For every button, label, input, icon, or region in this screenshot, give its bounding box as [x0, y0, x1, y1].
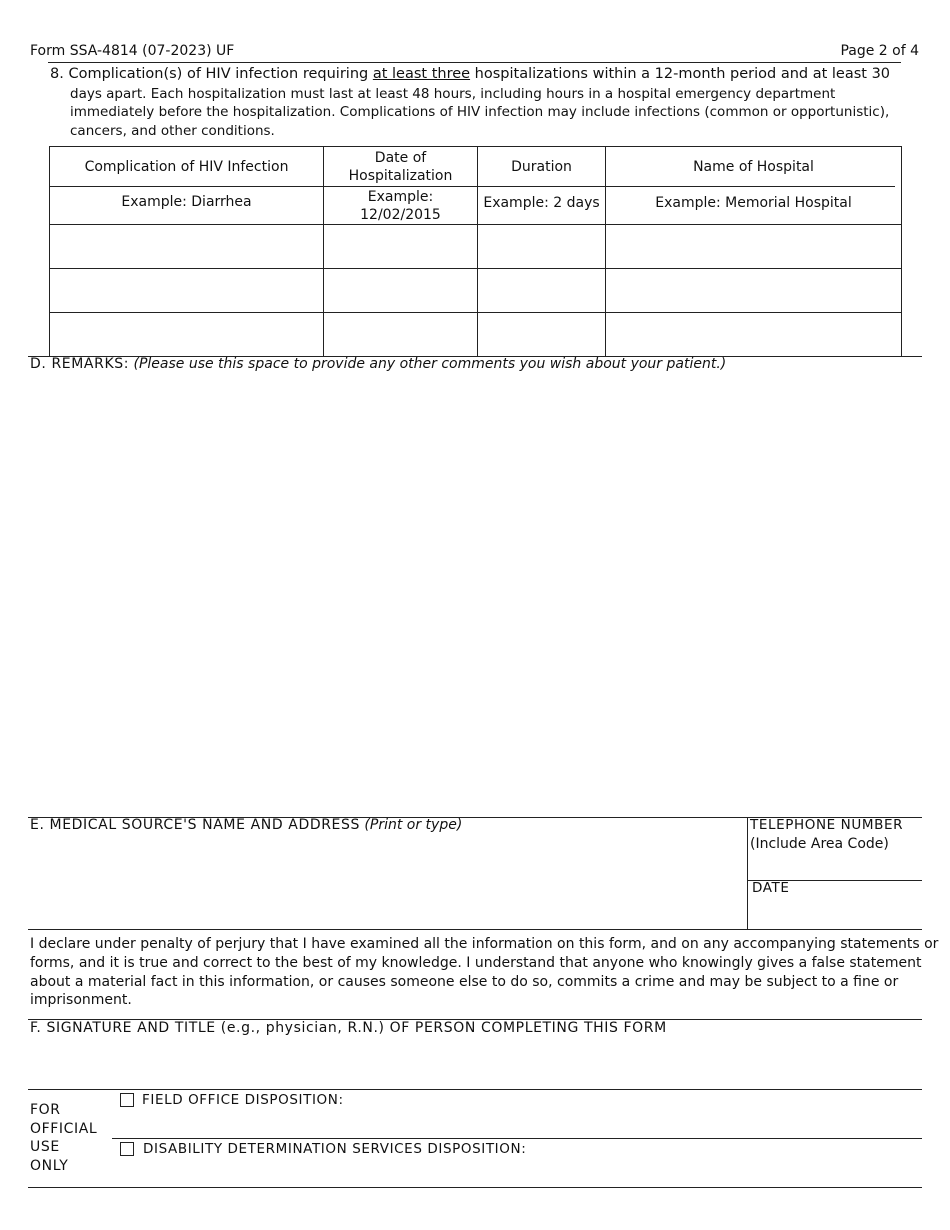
- remarks-hint: (Please use this space to provide any other comments you wish about your patient.): [133, 356, 727, 372]
- telephone-label: TELEPHONE NUMBER: [750, 817, 904, 833]
- signature-title-input[interactable]: [28, 1042, 922, 1087]
- dds-checkbox[interactable]: [120, 1142, 134, 1156]
- example-date-line2: 12/02/2015: [360, 206, 441, 223]
- field-office-checkbox[interactable]: [120, 1093, 134, 1107]
- date-label: DATE: [752, 880, 790, 896]
- header-rule: [48, 62, 901, 63]
- medical-source-label: E. MEDICAL SOURCE'S NAME AND ADDRESS: [30, 817, 360, 833]
- medical-source-hint: (Print or type): [364, 817, 463, 833]
- item8-line3: immediately before the hospitalization. Complications of HIV infection may include infections (common or opportunistic),: [70, 104, 890, 120]
- col-header-duration: Duration: [511, 158, 572, 175]
- row3-complication-input[interactable]: [50, 313, 323, 356]
- col-header-date-line1: Date of: [374, 149, 427, 166]
- medical-source-heading: [30, 817, 462, 833]
- official-use-label: [30, 1101, 97, 1175]
- official-use-line1: FOR: [30, 1102, 61, 1118]
- date-input[interactable]: [749, 900, 921, 928]
- item8-line2: days apart. Each hospitalization must last at least 48 hours, including hours in a hospital emergency department: [70, 86, 836, 102]
- official-use-line4: ONLY: [30, 1157, 69, 1174]
- remarks-textarea[interactable]: [28, 378, 922, 814]
- col-header-date-line2: Hospitalization: [348, 167, 453, 184]
- item8-lead-underlined: at least three: [372, 66, 471, 82]
- section-e-divider: [747, 817, 748, 929]
- page-number: Page 2 of 4: [840, 43, 919, 59]
- telephone-hint: (Include Area Code): [750, 836, 889, 852]
- declaration-line4: imprisonment.: [30, 992, 132, 1008]
- item8-line4: cancers, and other conditions.: [70, 123, 275, 139]
- col-header-hospital: Name of Hospital: [693, 158, 814, 175]
- official-use-line2: OFFICIAL: [30, 1120, 98, 1137]
- official-use-top-rule: [28, 1089, 922, 1090]
- example-date-line1: Example:: [367, 188, 434, 205]
- row1-duration-input[interactable]: [478, 225, 605, 268]
- signature-label: F. SIGNATURE AND TITLE (e.g., physician, R.N.) OF PERSON COMPLETING THIS FORM: [30, 1020, 667, 1036]
- example-hospital: Example: Memorial Hospital: [655, 195, 852, 211]
- example-date: [324, 187, 477, 224]
- item8-line1: [50, 66, 890, 82]
- section-e-bottom-rule: [28, 929, 922, 930]
- col-header-complication: Complication of HIV Infection: [84, 158, 289, 175]
- row1-hospital-input[interactable]: [606, 225, 901, 268]
- row2-duration-input[interactable]: [478, 269, 605, 312]
- item8-lead-before: Complication(s) of HIV infection requiring: [68, 66, 369, 82]
- official-use-line3: USE: [30, 1139, 60, 1155]
- item8-number: 8.: [50, 66, 64, 82]
- remarks-heading: [30, 356, 726, 372]
- telephone-input[interactable]: [749, 856, 921, 879]
- medical-source-name-address-input[interactable]: [30, 838, 744, 926]
- declaration-line2: forms, and it is true and correct to the best of my knowledge. I understand that anyone who knowingly gives a false statement: [30, 955, 922, 971]
- row3-date-input[interactable]: [324, 313, 477, 356]
- example-complication: Example: Diarrhea: [121, 194, 252, 210]
- row3-hospital-input[interactable]: [606, 313, 901, 356]
- declaration-line3: about a material fact in this information, or causes someone else to do so, commits a crime and may be subject to a fine or: [30, 974, 899, 990]
- remarks-label: D. REMARKS:: [30, 356, 130, 372]
- row2-complication-input[interactable]: [50, 269, 323, 312]
- declaration-line1: I declare under penalty of perjury that I have examined all the information on this form, and on any accompanying statements or: [30, 936, 939, 952]
- row2-hospital-input[interactable]: [606, 269, 901, 312]
- row2-date-input[interactable]: [324, 269, 477, 312]
- row3-duration-input[interactable]: [478, 313, 605, 356]
- col-header-date: [324, 147, 477, 186]
- form-id: Form SSA-4814 (07-2023) UF: [30, 43, 235, 59]
- dds-label: DISABILITY DETERMINATION SERVICES DISPOSITION:: [143, 1141, 527, 1157]
- field-office-label: FIELD OFFICE DISPOSITION:: [142, 1092, 344, 1108]
- row1-date-input[interactable]: [324, 225, 477, 268]
- example-duration: Example: 2 days: [483, 195, 600, 211]
- row1-complication-input[interactable]: [50, 225, 323, 268]
- official-use-bottom-rule: [28, 1187, 922, 1188]
- item8-lead-after: hospitalizations within a 12-month period and at least 30: [474, 66, 891, 82]
